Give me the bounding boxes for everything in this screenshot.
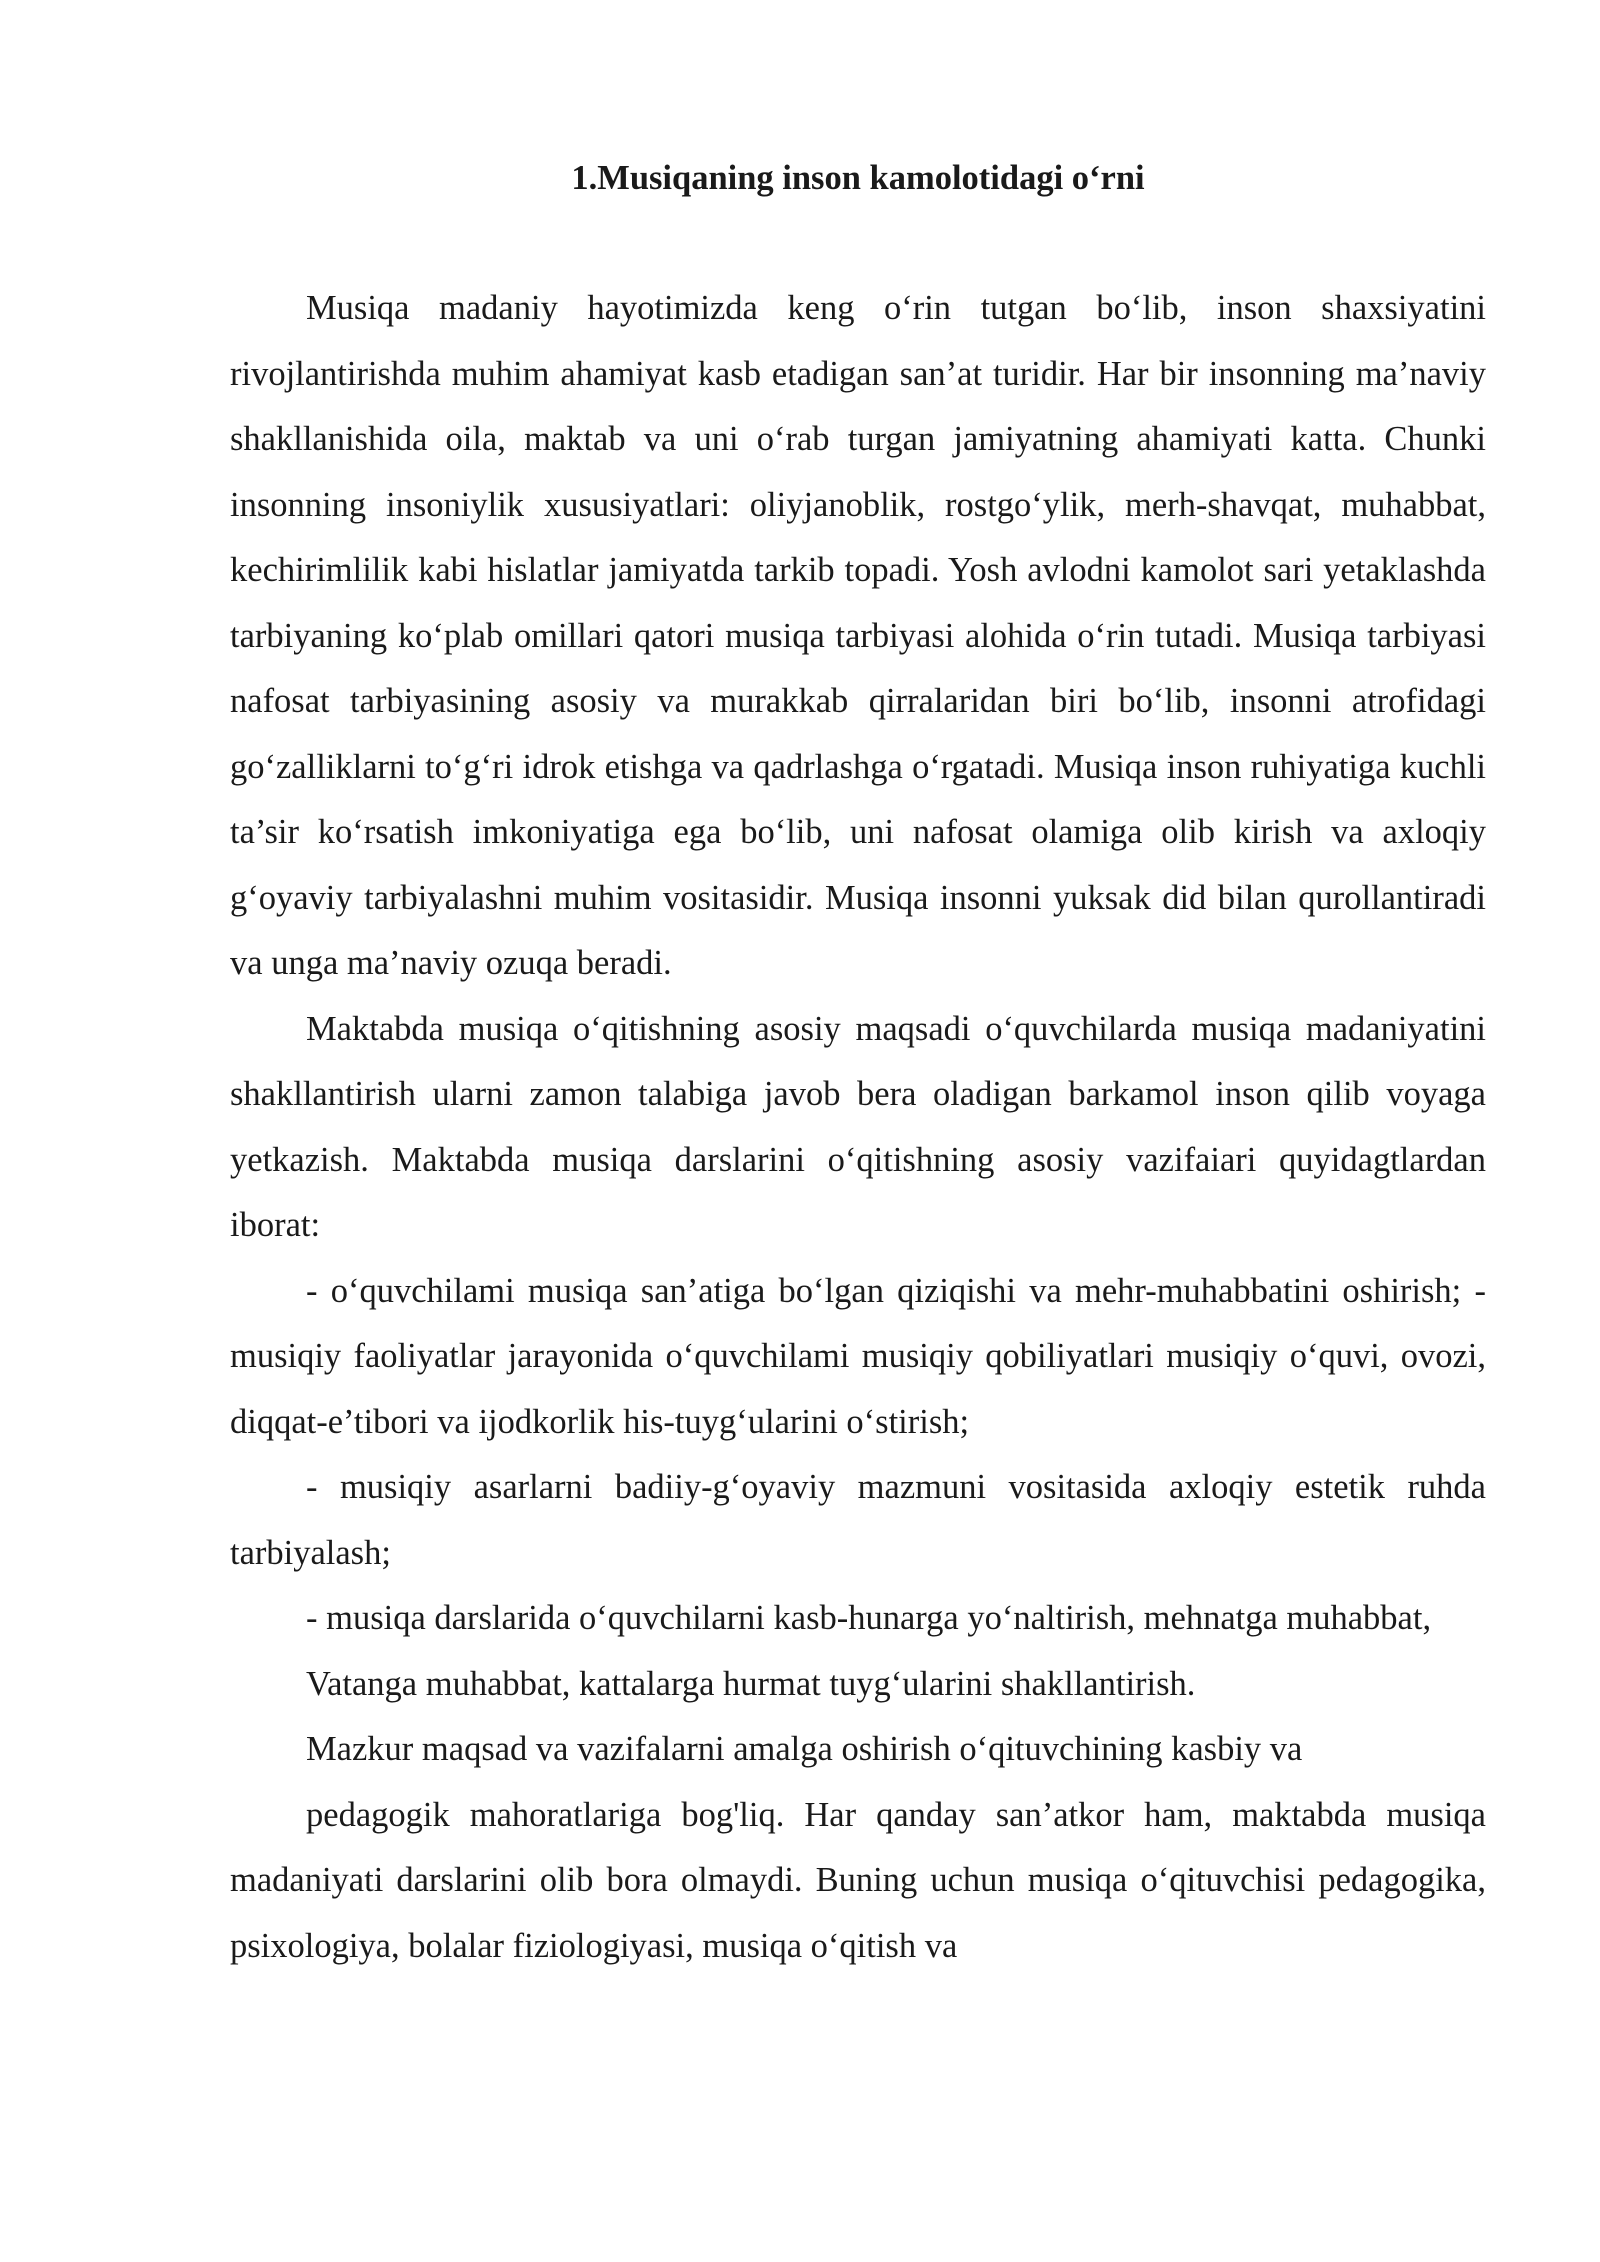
paragraph-pedagogical-mastery: pedagogik mahoratlariga bog'liq. Har qanday san’atkor ham, maktabda musiqa madaniyati darslarini olib bora olmaydi. Buning uchun musiqa o‘qituvchisi pedagogika, psixologiya, bolalar fiziologiyasi, musiqa o‘qitish va <box>230 1795 1486 1965</box>
paragraph-task-interest: - o‘quvchilami musiqa san’atiga bo‘lgan qiziqishi va mehr-muhabbatini oshirish; - musiqiy faoliyatlar jarayonida o‘quvchilami musiqiy qobiliyatlari musiqiy o‘quvi, ovozi, diqqat-e’tibori va ijodkorlik his-tuyg‘ularini o‘stirish; <box>230 1271 1486 1441</box>
paragraph-school-goal: Maktabda musiqa o‘qitishning asosiy maqsadi o‘quvchilarda musiqa madaniyatini shakllantirish ularni zamon talabiga javob bera oladigan barkamol inson qilib voyaga yetkazish. Maktabda musiqa darslarini o‘qitishning asosiy vazifaiari quyidagtlardan iborat: <box>230 1009 1486 1244</box>
paragraph-teacher-skills: Mazkur maqsad va vazifalarni amalga oshirish o‘qituvchining kasbiy va <box>306 1730 1303 1768</box>
document-title: 1.Musiqaning inson kamolotidagi o‘rni <box>571 159 1145 197</box>
paragraph-task-patriotism: Vatanga muhabbat, kattalarga hurmat tuyg‘ularini shakllantirish. <box>306 1664 1196 1703</box>
paragraph-intro: Musiqa madaniy hayotimizda keng o‘rin tutgan bo‘lib, inson shaxsiyatini rivojlantirishda muhim ahamiyat kasb etadigan san’at turidir. Har bir insonning ma’naviy shakllanishida oila, maktab va uni o‘rab turgan jamiyatning ahamiyati katta. Chunki insonning insoniylik xususiyatlari: oliyjanoblik, rostgo‘ylik, merh-shavqat, muhabbat, kechirimlilik kabi hislatlar jamiyatda tarkib topadi. Yosh avlodni kamolot sari yetaklashda tarbiyaning ko‘plab omillari qatori musiqa tarbiyasi alohida o‘rin tutadi. Musiqa tarbiyasi nafosat tarbiyasining asosiy va murakkab qirralaridan biri bo‘lib, insonni atrofidagi go‘zalliklarni to‘g‘ri idrok etishga va qadrlashga o‘rgatadi. Musiqa inson ruhiyatiga kuchli ta’sir ko‘rsatish imkoniyatiga ega bo‘lib, uni nafosat olamiga olib kirish va axloqiy g‘oyaviy tarbiyalashni muhim vositasidir. Musiqa insonni yuksak did bilan qurollantiradi va unga ma’naviy ozuqa beradi. <box>230 289 1486 982</box>
paragraph-task-vocation: - musiqa darslarida o‘quvchilarni kasb-hunarga yo‘naltirish, mehnatga muhabbat, <box>306 1599 1432 1637</box>
paragraph-task-moral: - musiqiy asarlarni badiiy-g‘oyaviy mazmuni vositasida axloqiy estetik ruhda tarbiyalash; <box>230 1468 1486 1572</box>
document-page <box>230 150 1486 1979</box>
